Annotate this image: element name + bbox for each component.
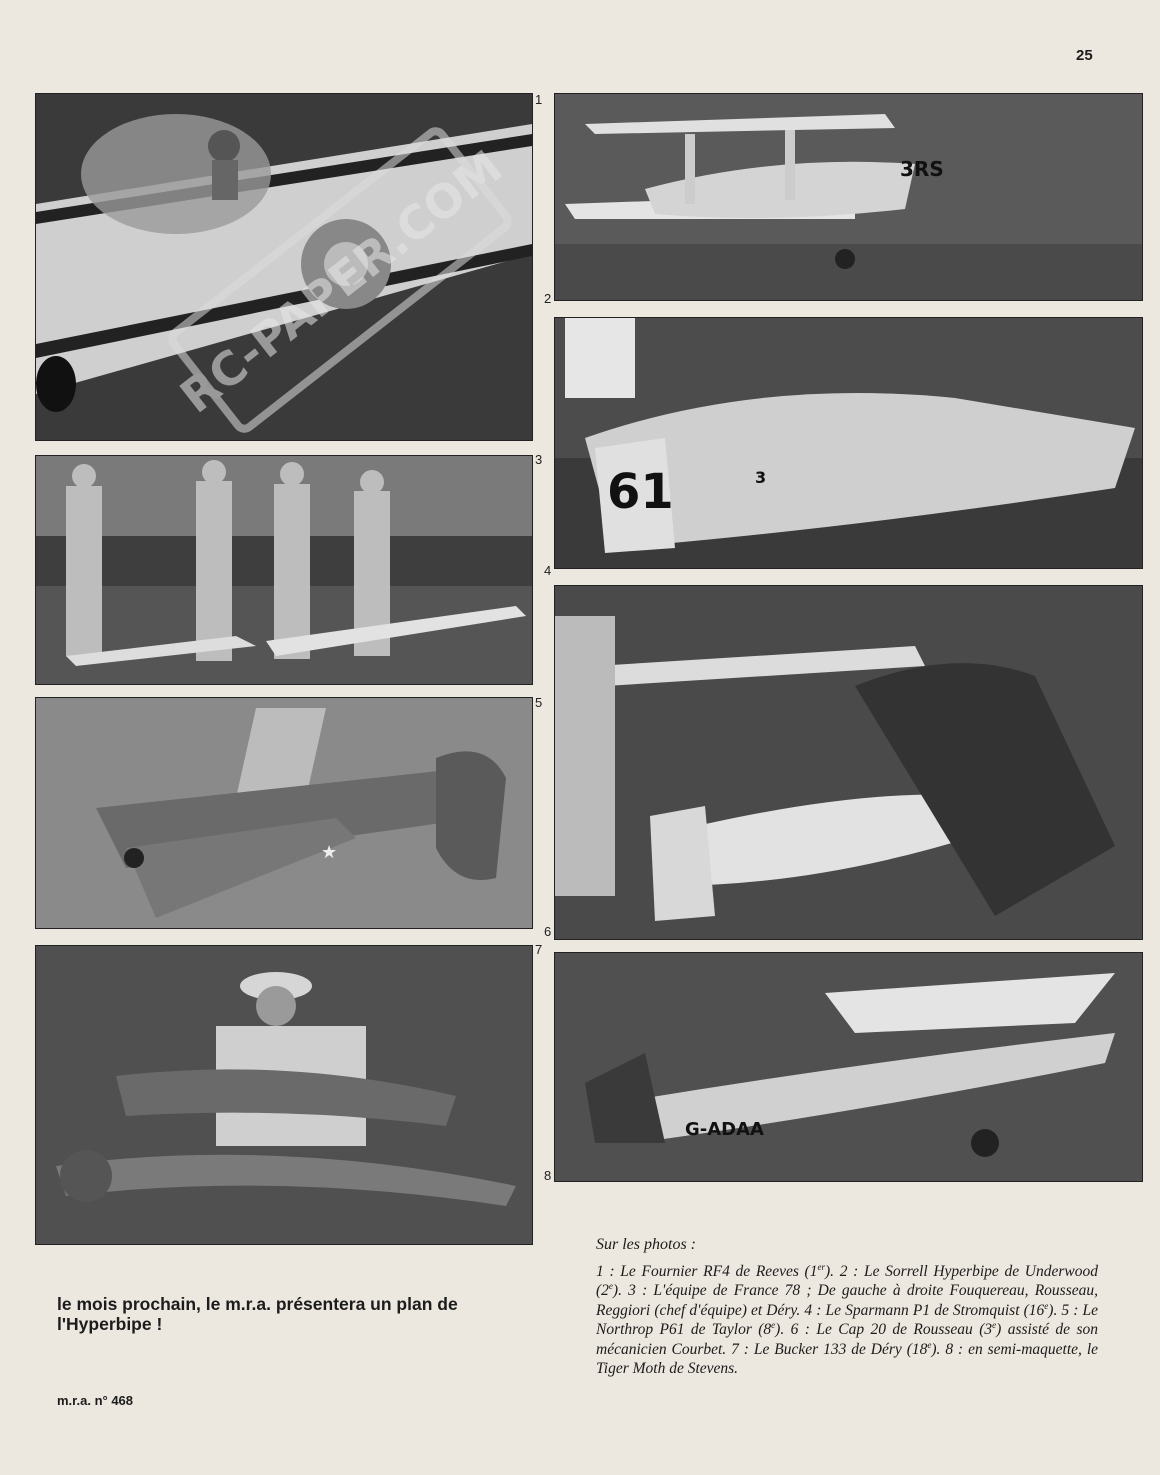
photo-6-drawing	[555, 586, 1142, 939]
photo-number-3: 3	[535, 452, 543, 467]
photo-5-drawing	[36, 698, 532, 928]
photo-number-5: 5	[535, 695, 543, 710]
photo-2-registration: 3RS	[900, 157, 944, 181]
photo-7-bucker-133	[35, 945, 533, 1245]
page-number: 25	[1076, 47, 1093, 64]
svg-text:★: ★	[321, 842, 338, 862]
photo-number-1: 1	[535, 92, 543, 107]
photo-number-2: 2	[544, 291, 552, 306]
photo-8-drawing	[555, 953, 1142, 1181]
photo-5-northrop-p61	[35, 697, 533, 929]
photo-number-7: 7	[535, 942, 543, 957]
issue-footer: m.r.a. n° 468	[57, 1393, 134, 1408]
photo-4-drawing	[555, 318, 1142, 568]
photo-4-sparmann-p1	[554, 317, 1143, 569]
photo-2-sorrell-hyperbipe	[554, 93, 1143, 301]
photo-8-tiger-moth	[554, 952, 1143, 1182]
watermark-stamp	[130, 120, 550, 440]
photo-3-equipe-de-france	[35, 455, 533, 685]
next-month-announcement: le mois prochain, le m.r.a. présentera un plan de l'Hyperbipe !	[57, 1294, 458, 1334]
photo-number-6: 6	[544, 924, 552, 939]
photo-number-4: 4	[544, 563, 552, 578]
caption-body: 1 : Le Fournier RF4 de Reeves (1er). 2 : Le Sorrell Hyperbipe de Underwood (2e). 3 : L'équipe de France 78 ; De gauche à droite Fouquereau, Rousseau, Reggiori (chef d'équipe) et Déry. 4 : Le Sparmann P1 de Stromquist (16e). 5 : Le Northrop P61 de Taylor (8e). 6 : Le Cap 20 de Rousseau (3e) assisté de son mécanicien Courbet. 7 : Le Bucker 133 de Déry (18e). 8 : en semi-maquette, le Tiger Moth de Stevens.	[596, 1261, 1099, 1378]
photo-8-registration: G-ADAA	[685, 1119, 764, 1140]
photo-3-drawing	[36, 456, 532, 684]
photo-7-drawing	[36, 946, 532, 1244]
photo-6-cap-20	[554, 585, 1143, 940]
photo-2-drawing	[555, 94, 1142, 300]
watermark-text: RC-PAPER.COM	[170, 139, 513, 424]
photo-4-race-number: 61	[607, 464, 674, 520]
photo-number-8: 8	[544, 1168, 552, 1183]
photo-4-fin-number: 3	[755, 468, 767, 487]
caption-title: Sur les photos :	[596, 1236, 696, 1253]
